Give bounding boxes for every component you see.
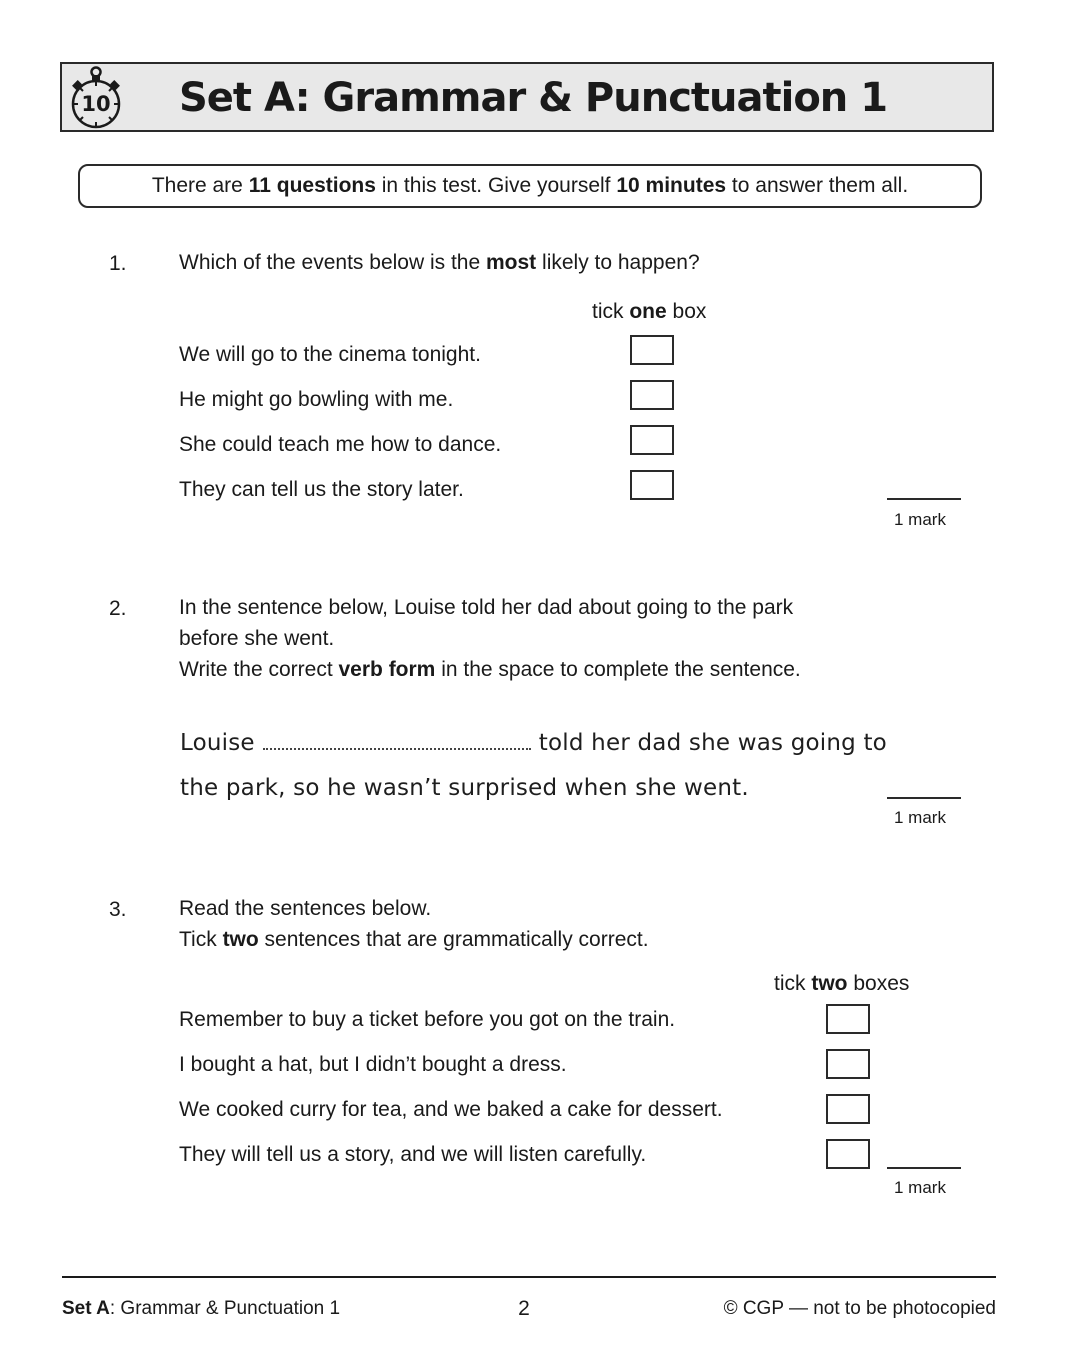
mark-line [887,797,961,799]
option-text: They will tell us a story, and we will listen carefully. [179,1143,647,1166]
info-text: to answer them all. [726,174,909,197]
prompt-emphasis: verb form [338,658,436,681]
option-text: She could teach me how to dance. [179,433,502,456]
sentence-text: the park, so he wasn’t surprised when she went. [180,775,749,801]
tick-box[interactable] [826,1004,870,1034]
question-prompt [179,247,700,278]
info-time-limit: 10 minutes [616,174,727,197]
footer-set-title: : Grammar & Punctuation 1 [109,1298,341,1319]
tick-box[interactable] [826,1049,870,1079]
question-number: 1. [109,252,127,275]
tick-count: two [811,972,848,995]
prompt-text: Write the correct [179,658,339,681]
answer-blank[interactable] [263,730,531,750]
question-number: 2. [109,597,127,620]
question-prompt-line: Read the sentences below. [179,897,432,920]
tick-instruction [592,296,706,327]
footer-set: Set A [62,1298,110,1319]
tick-text: box [666,300,707,323]
option-text: Remember to buy a ticket before you got on the train. [179,1008,676,1031]
tick-box[interactable] [630,425,674,455]
info-text: in this test. Give yourself [375,174,617,197]
tick-box[interactable] [630,380,674,410]
tick-box[interactable] [826,1094,870,1124]
sentence-text: Louise [180,730,255,756]
prompt-text: Tick [179,928,223,951]
tick-text: boxes [847,972,910,995]
option-text: We will go to the cinema tonight. [179,343,481,366]
mark-line [887,1167,961,1169]
info-question-count: 11 questions [248,174,376,197]
tick-count: one [629,300,667,323]
tick-box[interactable] [630,470,674,500]
mark-line [887,498,961,500]
page-number: 2 [518,1297,530,1320]
footer-divider [62,1276,996,1278]
instructions-box [78,164,982,208]
tick-box[interactable] [826,1139,870,1169]
prompt-text: sentences that are grammatically correct. [258,928,649,951]
prompt-text: in the space to complete the sentence. [435,658,801,681]
sentence-text: told her dad she was going to [538,730,887,756]
prompt-emphasis: most [486,251,537,274]
fill-in-sentence [180,730,887,756]
tick-text: tick [592,300,630,323]
question-prompt-line: before she went. [179,627,335,650]
option-text: He might go bowling with me. [179,388,454,411]
tick-instruction [774,968,909,999]
question-prompt-line: In the sentence below, Louise told her dad about going to the park [179,596,794,619]
option-text: They can tell us the story later. [179,478,464,501]
timer-minutes: 10 [81,92,111,116]
question-prompt-line [179,654,801,685]
mark-label: 1 mark [894,510,946,529]
question-number: 3. [109,898,127,921]
mark-label: 1 mark [894,808,946,827]
prompt-emphasis: two [222,928,259,951]
page-title: Set A: Grammar & Punctuation 1 [178,75,888,121]
question-prompt-line [179,924,649,955]
option-text: We cooked curry for tea, and we baked a cake for dessert. [179,1098,723,1121]
mark-label: 1 mark [894,1178,946,1197]
tick-box[interactable] [630,335,674,365]
prompt-text: Which of the events below is the [179,251,486,274]
tick-text: tick [774,972,812,995]
option-text: I bought a hat, but I didn’t bought a dress. [179,1053,567,1076]
prompt-text: likely to happen? [536,251,700,274]
info-text: There are [151,174,249,197]
copyright-notice: © CGP — not to be photocopied [723,1298,996,1319]
